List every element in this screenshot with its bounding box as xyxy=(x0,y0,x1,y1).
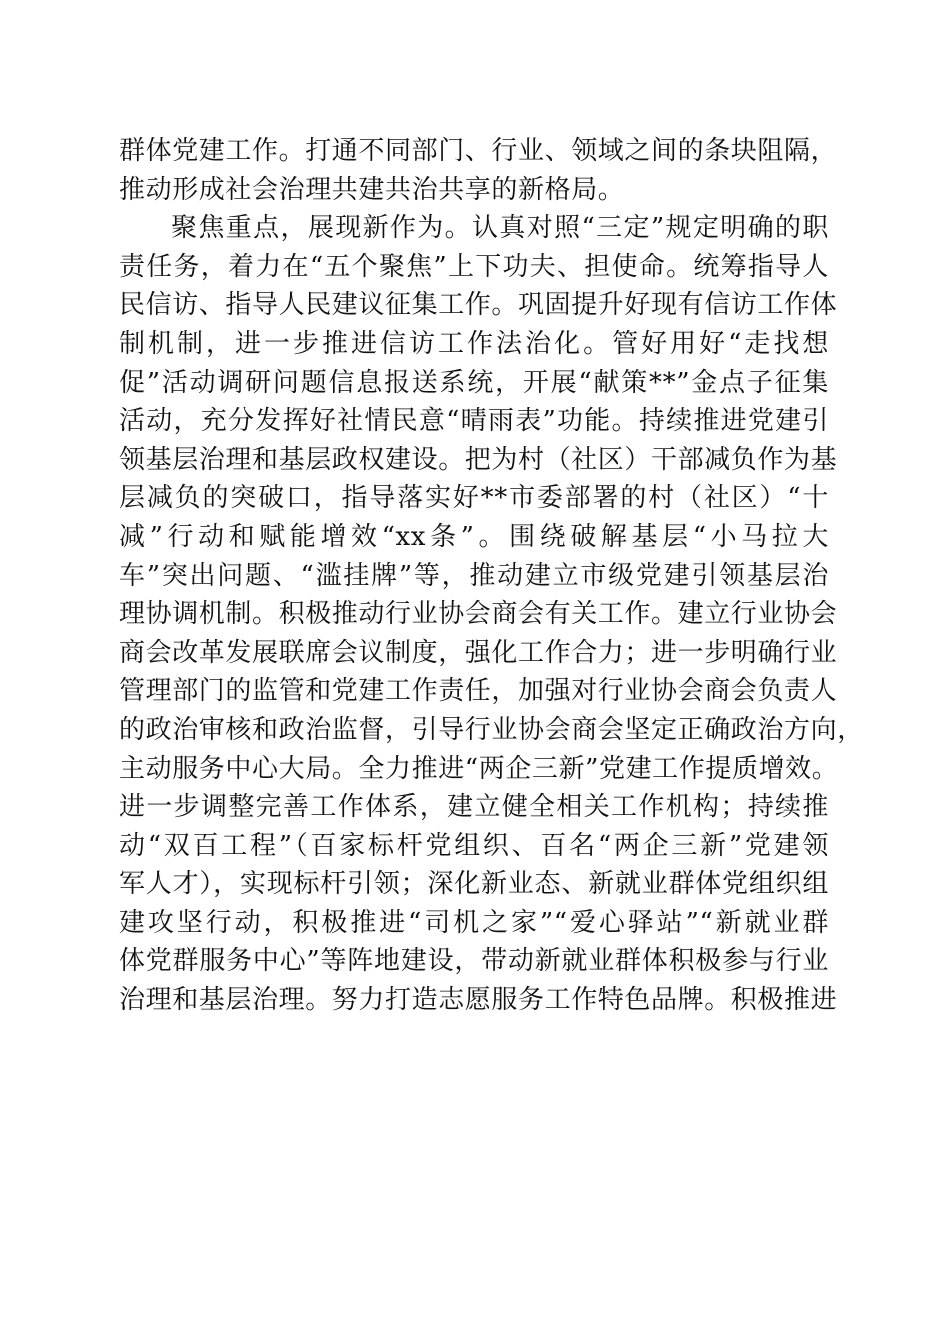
text-line: 主动服务中心大局。全力推进“两企三新”党建工作提质增效。 xyxy=(119,753,839,784)
text-line: 制机制，进一步推进信访工作法治化。管好用好“走找想 xyxy=(119,328,829,359)
text-line: 活动，充分发挥好社情民意“晴雨表”功能。持续推进党建引 xyxy=(119,406,829,437)
text-line: 动“双百工程”（百家标杆党组织、百名“两企三新”党建领 xyxy=(119,830,829,861)
text-line: 军人才），实现标杆引领；深化新业态、新就业群体党组织组 xyxy=(119,869,829,900)
text-line: 领基层治理和基层政权建设。把为村（社区）干部减负作为基 xyxy=(119,444,838,475)
text-line: 治理和基层治理。努力打造志愿服务工作特色品牌。积极推进 xyxy=(119,985,838,1016)
text-line: 理协调机制。积极推动行业协会商会有关工作。建立行业协会 xyxy=(119,599,838,630)
text-line: 责任务，着力在“五个聚焦”上下功夫、担使命。统筹指导人 xyxy=(119,251,829,282)
text-line: 聚焦重点，展现新作为。认真对照“三定”规定明确的职 xyxy=(171,213,829,244)
text-line: 商会改革发展联席会议制度，强化工作合力；进一步明确行业 xyxy=(119,637,838,668)
text-line: 层减负的突破口，指导落实好**市委部署的村（社区）“十 xyxy=(119,483,829,514)
text-line: 民信访、指导人民建议征集工作。巩固提升好现有信访工作体 xyxy=(119,290,838,321)
text-line: 促”活动调研问题信息报送系统，开展“献策**”金点子征集 xyxy=(119,367,829,398)
text-line: 车”突出问题、“滥挂牌”等，推动建立市级党建引领基层治 xyxy=(119,560,829,591)
text-line: 体党群服务中心”等阵地建设，带动新就业群体积极参与行业 xyxy=(119,946,829,977)
text-line: 减”行动和赋能增效“xx条”。围绕破解基层“小马拉大 xyxy=(119,521,829,552)
document-body xyxy=(119,132,864,1020)
text-line: 群体党建工作。打通不同部门、行业、领域之间的条块阻隔， xyxy=(119,136,838,166)
text-line: 推动形成社会治理共建共治共享的新格局。 xyxy=(119,174,625,205)
text-line: 建攻坚行动，积极推进“司机之家”“爱心驿站”“新就业群 xyxy=(119,907,829,938)
text-line: 管理部门的监管和党建工作责任，加强对行业协会商会负责人 xyxy=(119,676,838,707)
text-line: 的政治审核和政治监督，引导行业协会商会坚定正确政治方向， xyxy=(119,714,864,745)
text-line: 进一步调整完善工作体系，建立健全相关工作机构；持续推 xyxy=(119,792,829,823)
